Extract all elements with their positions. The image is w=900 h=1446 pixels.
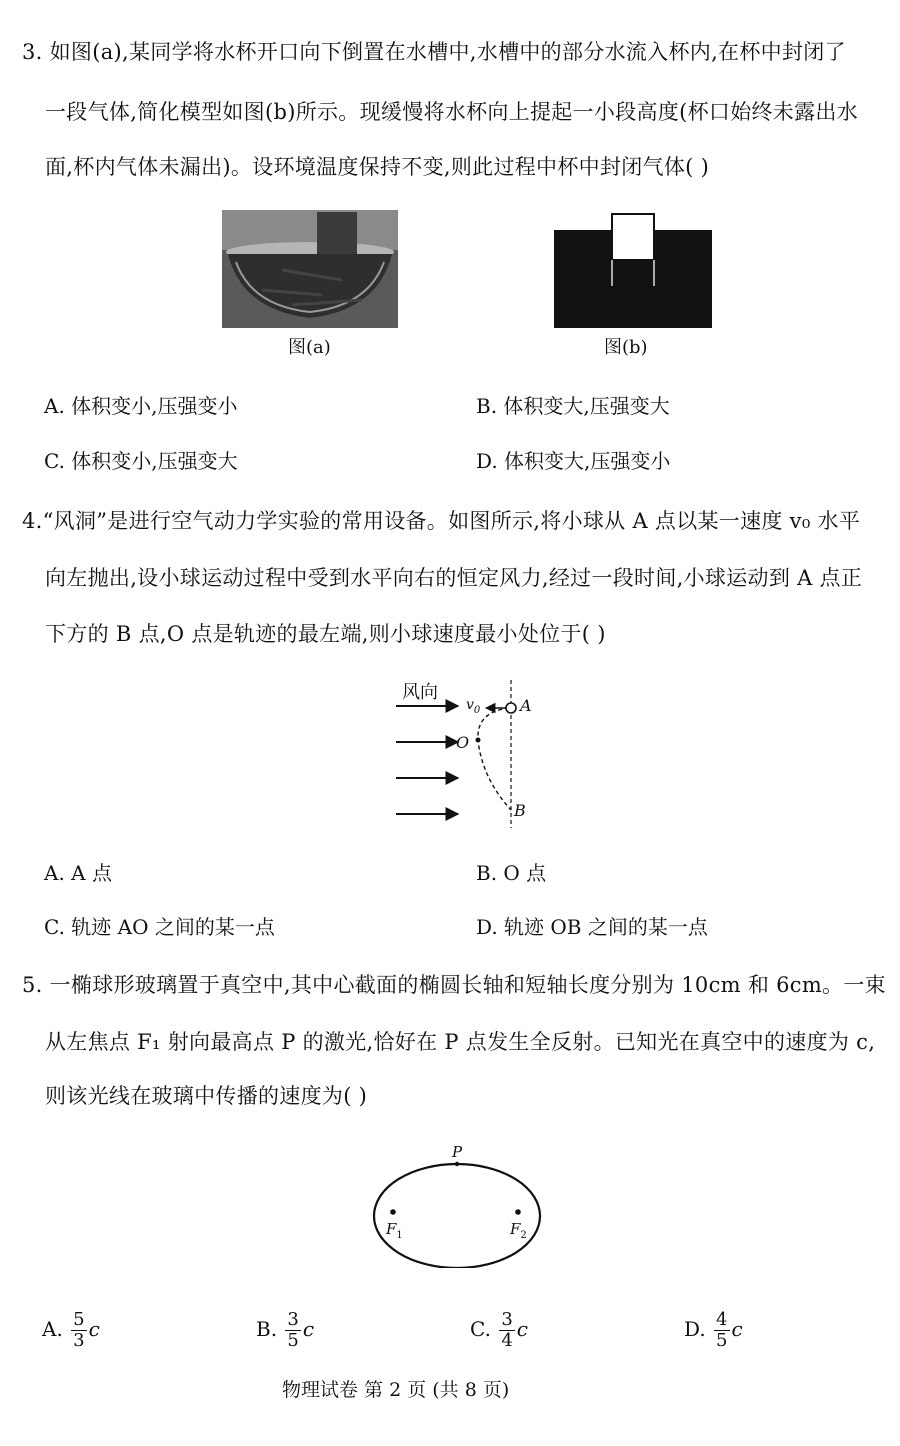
q5-option-b-var: c xyxy=(302,1317,315,1341)
q4-option-c[interactable]: C. 轨迹 AO 之间的某一点 xyxy=(44,915,275,939)
q5-option-b-fraction: $\frac{3}{5}$ xyxy=(287,1309,299,1351)
q5-option-c-fraction: $\frac{3}{4}$ xyxy=(501,1309,513,1351)
q4-option-d[interactable]: D. 轨迹 OB 之间的某一点 xyxy=(476,915,708,939)
wind-tunnel-figure xyxy=(390,678,550,828)
q3-option-a[interactable]: A. 体积变小,压强变小 xyxy=(44,394,238,418)
q4-option-a[interactable]: A. A 点 xyxy=(44,861,112,885)
point-a-label: A xyxy=(520,696,532,715)
focus-f1-dot xyxy=(390,1209,396,1215)
q4-text-line2: 向左抛出,设小球运动过程中受到水平向右的恒定风力,经过一段时间,小球运动到 A 点正 xyxy=(45,566,863,590)
q5-option-a-var: c xyxy=(88,1317,100,1341)
q5-option-a[interactable] xyxy=(42,1310,100,1351)
q5-option-d-var: c xyxy=(731,1317,743,1341)
point-o-dot xyxy=(476,738,481,743)
q4-text-line1: 4.“风洞”是进行空气动力学实验的常用设备。如图所示,将小球从 A 点以某一速度 v₀ 水平 xyxy=(22,509,861,533)
ellipse-outline xyxy=(374,1164,540,1268)
q5-option-b[interactable] xyxy=(256,1310,314,1351)
q5-option-d-fraction: $\frac{4}{5}$ xyxy=(716,1309,728,1351)
q3-option-b[interactable]: B. 体积变大,压强变大 xyxy=(476,394,670,418)
focus-f1-label: $F_1$ xyxy=(386,1220,403,1241)
figure-a-photo xyxy=(222,210,398,328)
q3-option-c[interactable]: C. 体积变小,压强变大 xyxy=(44,449,238,473)
trajectory-curve xyxy=(478,708,511,810)
figure-b-model xyxy=(554,212,712,328)
q5-option-d-label: D. xyxy=(684,1317,706,1341)
q5-text-line1: 5. 一椭球形玻璃置于真空中,其中心截面的椭圆长轴和短轴长度分别为 10cm 和 6cm。一束 xyxy=(22,973,886,997)
q3-text-line3: 面,杯内气体未漏出)。设环境温度保持不变,则此过程中杯中封闭气体( ) xyxy=(45,155,710,179)
q5-option-c-var: c xyxy=(516,1317,528,1341)
q4-text-line3: 下方的 B 点,O 点是轨迹的最左端,则小球速度最小处位于( ) xyxy=(45,622,606,646)
q5-option-a-fraction: $\frac{5}{3}$ xyxy=(73,1309,85,1351)
point-b-label: B xyxy=(514,801,526,820)
point-o-label: O xyxy=(456,733,470,752)
q5-text-line2: 从左焦点 F₁ 射向最高点 P 的激光,恰好在 P 点发生全反射。已知光在真空中的速度为 c, xyxy=(45,1030,876,1054)
q3-text-line1: 3. 如图(a),某同学将水杯开口向下倒置在水槽中,水槽中的部分水流入杯内,在杯中封闭了 xyxy=(22,40,846,64)
figure-b-caption: 图(b) xyxy=(604,337,648,358)
q5-option-b-label: B. xyxy=(256,1317,278,1341)
q5-option-c[interactable] xyxy=(470,1310,528,1351)
q3-text-line2: 一段气体,简化模型如图(b)所示。现缓慢将水杯向上提起一小段高度(杯口始终未露出水 xyxy=(45,100,858,124)
focus-f2-dot xyxy=(515,1209,521,1215)
point-p-dot xyxy=(455,1162,459,1166)
q3-option-d[interactable]: D. 体积变大,压强变小 xyxy=(476,449,671,473)
figure-a-caption: 图(a) xyxy=(288,337,331,358)
q5-option-c-label: C. xyxy=(470,1317,491,1341)
focus-f2-label: $F_2$ xyxy=(510,1220,527,1241)
q5-option-a-label: A. xyxy=(42,1317,63,1341)
ellipse-figure xyxy=(370,1140,550,1268)
page-footer: 物理试卷 第 2 页 (共 8 页) xyxy=(282,1379,510,1401)
point-p-label: P xyxy=(452,1143,463,1161)
q4-option-b[interactable]: B. O 点 xyxy=(476,861,547,885)
v0-label: $v_0$ xyxy=(466,697,481,716)
q5-option-d[interactable] xyxy=(684,1310,743,1351)
q5-text-line3: 则该光线在玻璃中传播的速度为( ) xyxy=(45,1084,368,1108)
wind-direction-label: 风向 xyxy=(402,682,438,703)
point-a-ball xyxy=(506,703,516,713)
